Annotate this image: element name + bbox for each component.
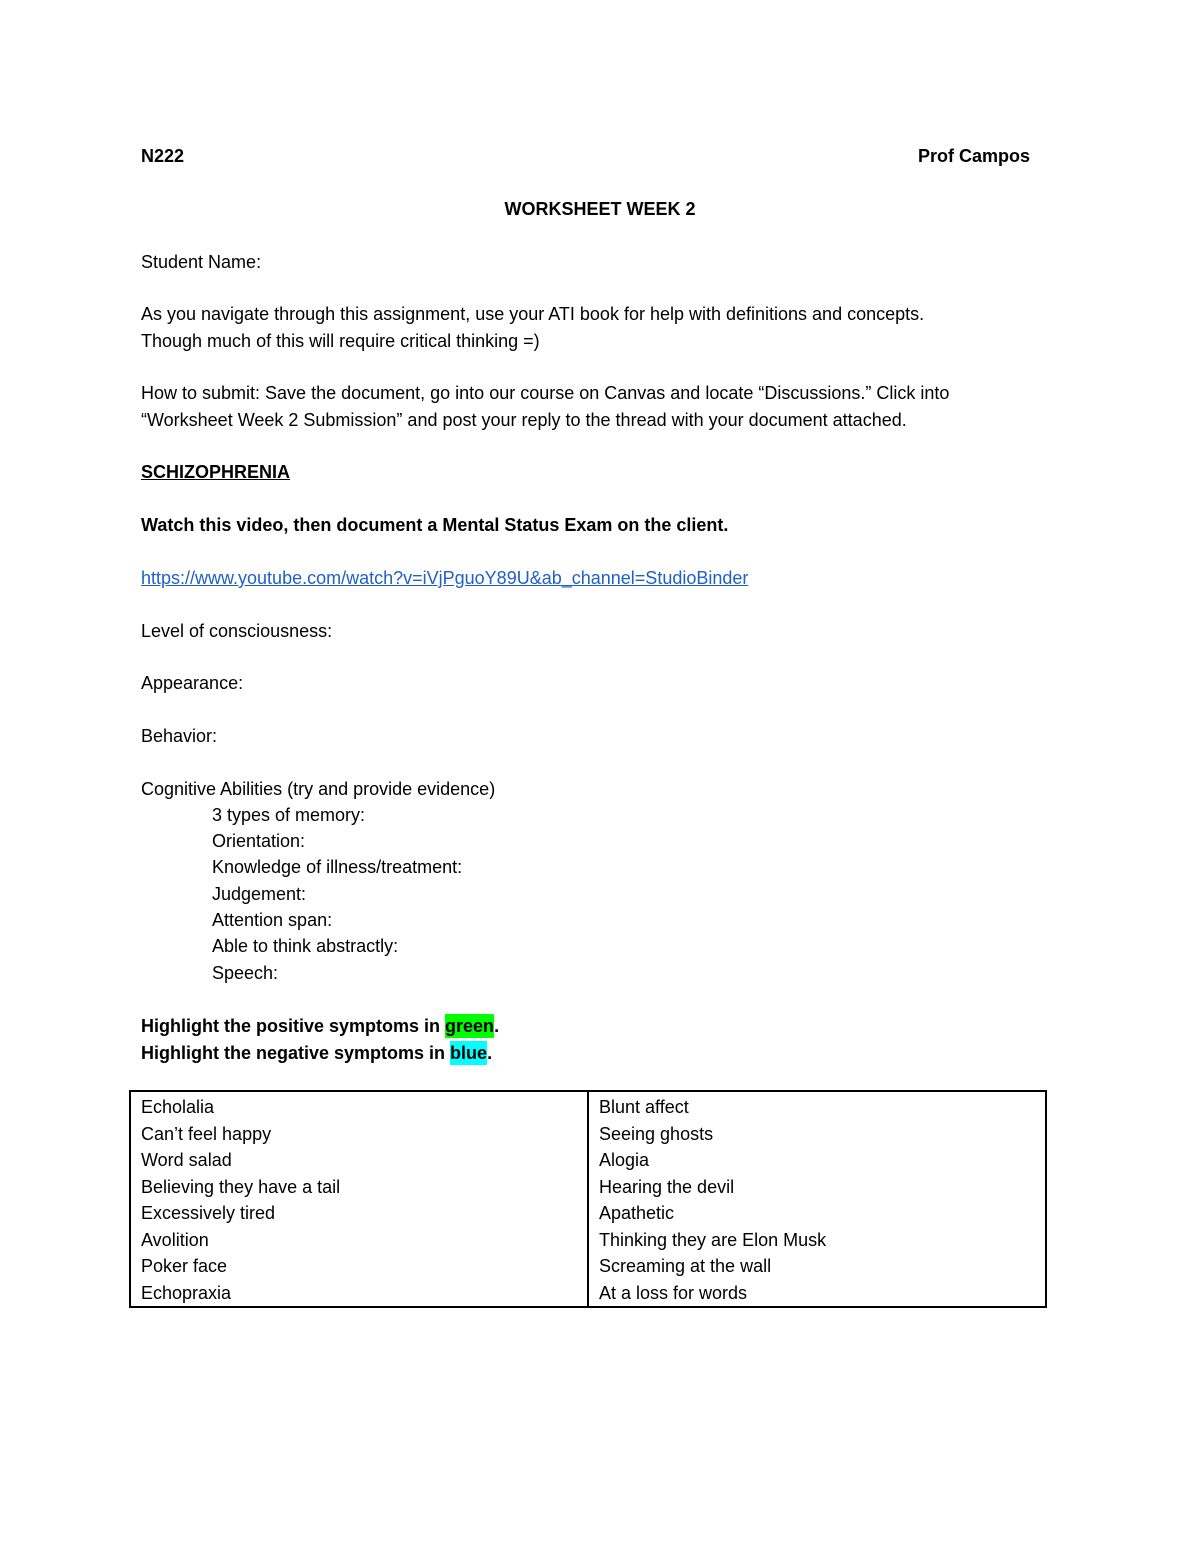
list-item[interactable]: Screaming at the wall (599, 1256, 772, 1276)
memory-label: 3 types of memory: (212, 805, 366, 825)
judgement-label: Judgement: (212, 884, 307, 904)
symptoms-table (129, 1090, 1047, 1308)
positive-symptoms-instruction (141, 1013, 499, 1039)
video-link[interactable]: https://www.youtube.com/watch?v=iVjPguoY89U&ab_channel=StudioBinder (141, 568, 749, 588)
list-item[interactable]: Apathetic (599, 1203, 675, 1223)
page-title: WORKSHEET WEEK 2 (504, 199, 696, 219)
submit-instructions-line-1: How to submit: Save the document, go into our course on Canvas and locate “Discussions.” Click into (141, 383, 950, 403)
positive-period: . (494, 1016, 500, 1036)
list-item[interactable]: Blunt affect (599, 1097, 689, 1117)
speech-label: Speech: (212, 963, 279, 983)
cognitive-abilities-label: Cognitive Abilities (try and provide evidence) (141, 779, 496, 799)
right-column (588, 1091, 1046, 1307)
level-of-consciousness-label: Level of consciousness: (141, 621, 333, 641)
negative-period: . (487, 1043, 493, 1063)
left-column (130, 1091, 588, 1307)
list-item[interactable]: At a loss for words (599, 1282, 748, 1303)
list-item[interactable]: Word salad (141, 1150, 232, 1170)
list-item[interactable]: Alogia (599, 1150, 650, 1170)
behavior-label: Behavior: (141, 726, 218, 746)
list-item[interactable]: Thinking they are Elon Musk (599, 1229, 827, 1250)
video-instruction: Watch this video, then document a Mental Status Exam on the client. (141, 515, 729, 535)
orientation-label: Orientation: (212, 831, 306, 851)
attention-span-label: Attention span: (212, 910, 333, 930)
knowledge-label: Knowledge of illness/treatment: (212, 857, 463, 877)
abstract-thinking-label: Able to think abstractly: (212, 936, 399, 956)
instructions-line-2: Though much of this will require critical thinking =) (141, 331, 540, 351)
green-highlight: green (445, 1016, 495, 1036)
negative-symptoms-instruction (141, 1040, 492, 1066)
list-item[interactable]: Can’t feel happy (141, 1123, 272, 1144)
submit-instructions-line-2: “Worksheet Week 2 Submission” and post your reply to the thread with your document attached. (141, 410, 907, 430)
list-item[interactable]: Believing they have a tail (141, 1176, 341, 1197)
list-item[interactable]: Poker face (141, 1256, 228, 1276)
list-item[interactable]: Hearing the devil (599, 1176, 735, 1197)
instructions-line-1: As you navigate through this assignment, use your ATI book for help with definitions and concepts. (141, 304, 925, 324)
list-item[interactable]: Avolition (141, 1229, 209, 1250)
table-row (130, 1091, 1046, 1307)
appearance-label: Appearance: (141, 673, 244, 693)
list-item[interactable]: Echolalia (141, 1097, 215, 1117)
list-item[interactable]: Seeing ghosts (599, 1123, 714, 1144)
blue-highlight: blue (450, 1043, 488, 1063)
professor-name: Prof Campos (917, 146, 1030, 166)
course-code: N222 (141, 146, 185, 166)
student-name-label: Student Name: (141, 252, 262, 272)
section-heading: SCHIZOPHRENIA (141, 462, 291, 482)
list-item[interactable]: Echopraxia (141, 1282, 232, 1303)
positive-prefix: Highlight the positive symptoms in (141, 1016, 446, 1036)
list-item[interactable]: Excessively tired (141, 1203, 276, 1223)
negative-prefix: Highlight the negative symptoms in (141, 1043, 451, 1063)
